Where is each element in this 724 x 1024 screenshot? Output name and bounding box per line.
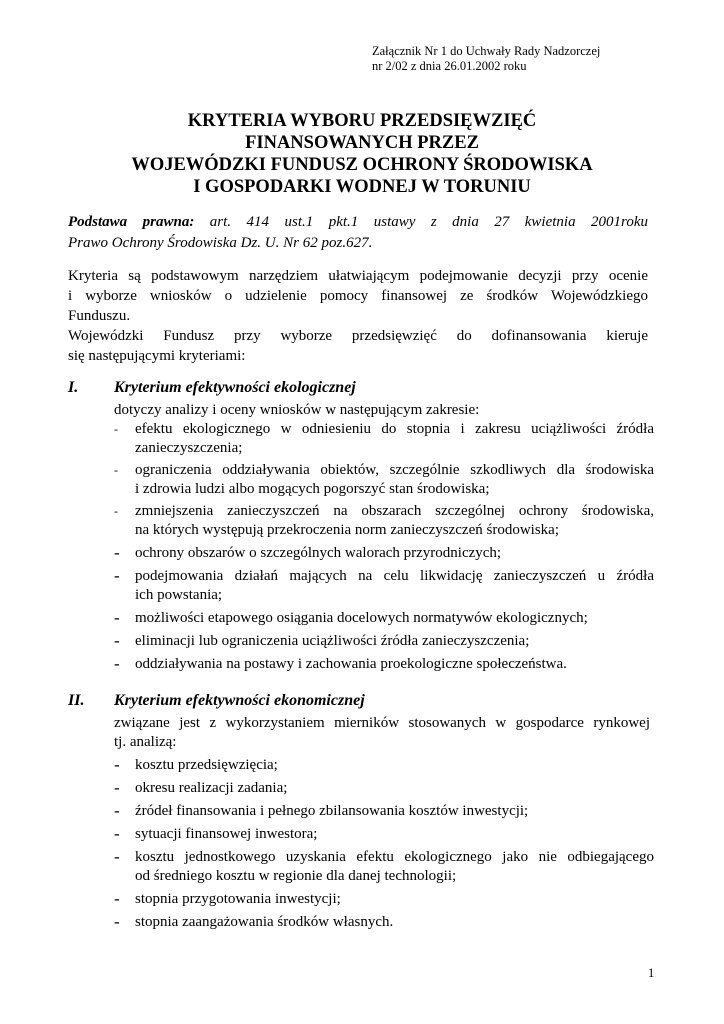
list-item-line-1: zmniejszenia zanieczyszczeń na obszarach szczególnej ochrony środowiska,	[135, 503, 654, 519]
page-number: 1	[648, 966, 655, 980]
section-ecological	[68, 379, 658, 678]
intro-line: Funduszu.	[68, 308, 131, 324]
list-item	[68, 825, 658, 844]
list-item-line-1: okresu realizacji zadania;	[135, 780, 288, 796]
bullet-dash: -	[114, 755, 120, 774]
section-economic	[68, 692, 658, 936]
bullet-dash: -	[114, 463, 118, 477]
section-number: I.	[68, 379, 79, 396]
bullet-dash: -	[114, 566, 120, 585]
list-item-line-2: i zdrowia ludzi albo mogących pogorszyć stan środowiska;	[135, 481, 490, 497]
section-description: dotyczy analizy i oceny wniosków w następującym zakresie:	[114, 402, 480, 418]
list-item	[68, 502, 658, 540]
legal-basis-line-2: Prawo Ochrony Środowiska Dz. U. Nr 62 poz.627.	[68, 235, 373, 251]
list-item-line-1: ochrony obszarów o szczególnych walorach przyrodniczych;	[135, 545, 502, 561]
intro-paragraphs	[68, 266, 648, 366]
list-item-line-1: możliwości etapowego osiągania docelowych normatywów ekologicznych;	[135, 610, 588, 626]
legal-basis-line-1	[68, 212, 648, 233]
intro-line: Wojewódzki Fundusz przy wyborze przedsięwzięć do dofinansowania kieruje	[68, 328, 648, 344]
legal-basis	[68, 212, 648, 254]
bullet-dash: -	[114, 912, 120, 931]
attachment-header	[372, 44, 600, 74]
list-item	[68, 632, 658, 651]
list-item-line-1: eliminacji lub ograniczenia uciążliwości źródła zanieczyszczenia;	[135, 633, 530, 649]
section-description-line-2: tj. analizą:	[114, 734, 177, 750]
title-line-3: WOJEWÓDZKI FUNDUSZ OCHRONY ŚRODOWISKA	[131, 155, 593, 175]
bullet-dash: -	[114, 778, 120, 797]
list-item-line-2: na których występują przekroczenia norm zanieczyszczeń środowiska;	[135, 522, 559, 538]
section-heading	[68, 692, 658, 714]
intro-line: się następującymi kryteriami:	[68, 348, 246, 364]
intro-line: i wyborze wniosków o udzielenie pomocy finansowej ze środków Wojewódzkiego	[68, 288, 648, 304]
list-item	[68, 655, 658, 674]
section-number: II.	[68, 692, 85, 709]
bullet-dash: -	[114, 824, 120, 843]
list-item-line-1: ograniczenia oddziaływania obiektów, szczególnie szkodliwych dla środowiska	[135, 462, 654, 478]
list-item-line-1: stopnia zaangażowania środków własnych.	[135, 914, 394, 930]
list-item	[68, 544, 658, 563]
section-description-line-1: związane jest z wykorzystaniem mierników stosowanych w gospodarce rynkowej	[114, 715, 650, 731]
bullet-dash: -	[114, 422, 118, 436]
list-item	[68, 779, 658, 798]
criteria-list	[68, 756, 658, 932]
list-item	[68, 756, 658, 775]
list-item	[68, 802, 658, 821]
section-heading	[68, 379, 658, 401]
list-item	[68, 890, 658, 909]
list-item-line-2: od średniego kosztu w regionie dla danej technologii;	[135, 868, 457, 884]
title-line-1: KRYTERIA WYBORU PRZEDSIĘWZIĘĆ	[187, 111, 537, 131]
list-item	[68, 567, 658, 605]
section-title: Kryterium efektywności ekonomicznej	[114, 692, 365, 709]
bullet-dash: -	[114, 801, 120, 820]
bullet-dash: -	[114, 608, 120, 627]
bullet-dash: -	[114, 631, 120, 650]
list-item-line-1: stopnia przygotowania inwestycji;	[135, 891, 341, 907]
list-item-line-2: ich powstania;	[135, 587, 223, 603]
list-item-line-1: efektu ekologicznego w odniesieniu do stopnia i zakresu uciążliwości źródła	[135, 421, 654, 437]
list-item-line-1: kosztu jednostkowego uzyskania efektu ekologicznego jako nie odbiegającego	[135, 849, 654, 865]
list-item-line-1: źródeł finansowania i pełnego zbilansowania kosztów inwestycji;	[135, 803, 529, 819]
bullet-dash: -	[114, 543, 120, 562]
list-item	[68, 609, 658, 628]
bullet-dash: -	[114, 847, 120, 866]
header-line-1: Załącznik Nr 1 do Uchwały Rady Nadzorczej	[372, 44, 601, 58]
legal-basis-text-1: art. 414 ust.1 pkt.1 ustawy z dnia 27 kwietnia 2001roku	[209, 214, 648, 230]
list-item-line-1: kosztu przedsięwzięcia;	[135, 757, 278, 773]
section-title: Kryterium efektywności ekologicznej	[114, 379, 356, 396]
list-item	[68, 913, 658, 932]
list-item	[68, 461, 658, 499]
list-item-line-1: podejmowania działań mających na celu likwidację zanieczyszczeń u źródła	[135, 568, 654, 584]
header-line-2: nr 2/02 z dnia 26.01.2002 roku	[372, 59, 527, 73]
bullet-dash: -	[114, 504, 118, 518]
list-item	[68, 848, 658, 886]
list-item-line-2: zanieczyszczenia;	[135, 440, 243, 456]
list-item-line-1: sytuacji finansowej inwestora;	[135, 826, 318, 842]
list-item	[68, 420, 658, 458]
criteria-list	[68, 420, 658, 674]
list-item-line-1: oddziaływania na postawy i zachowania proekologiczne społeczeństwa.	[135, 656, 567, 672]
document-title	[60, 110, 664, 198]
bullet-dash: -	[114, 889, 120, 908]
bullet-dash: -	[114, 654, 120, 673]
title-line-4: I GOSPODARKI WODNEJ W TORUNIU	[193, 177, 531, 197]
legal-basis-label: Podstawa prawna:	[68, 214, 195, 230]
intro-line: Kryteria są podstawowym narzędziem ułatwiającym podejmowanie decyzji przy ocenie	[68, 268, 648, 284]
title-line-2: FINANSOWANYCH PRZEZ	[245, 133, 479, 153]
